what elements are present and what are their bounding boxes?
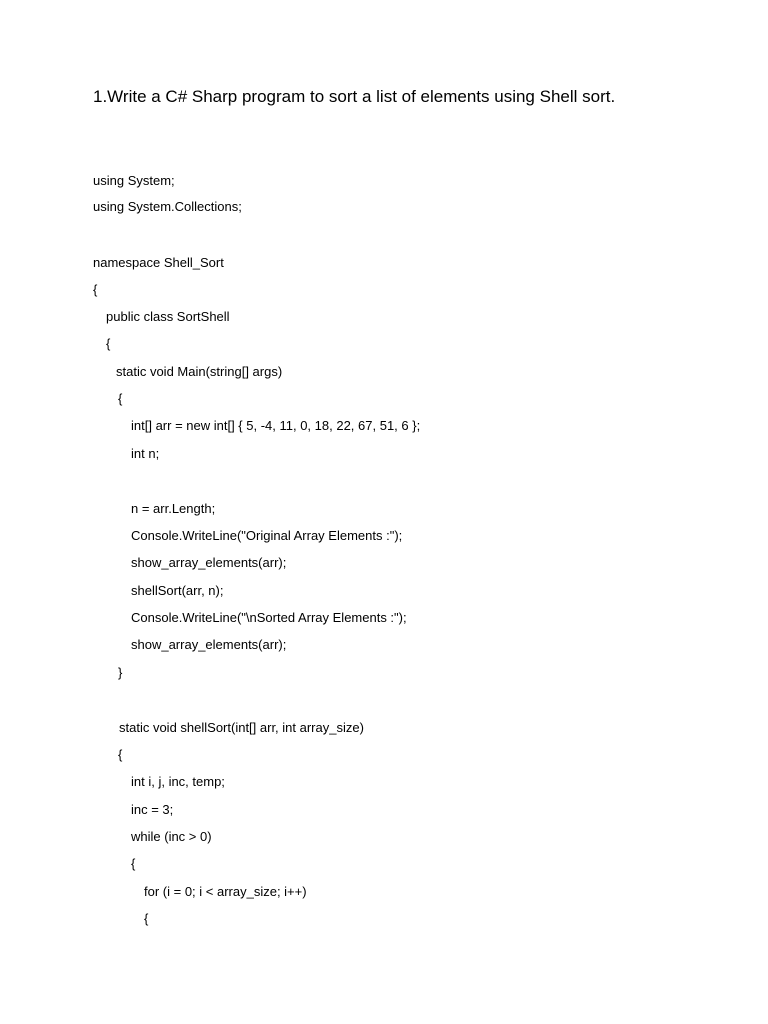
code-line: Console.WriteLine("Original Array Elements :"); — [131, 528, 403, 543]
code-line: { — [118, 747, 123, 762]
code-line: int n; — [131, 446, 160, 461]
code-line: show_array_elements(arr); — [131, 637, 287, 652]
code-line: n = arr.Length; — [131, 501, 216, 516]
code-line: using System.Collections; — [93, 199, 242, 214]
code-line: shellSort(arr, n); — [131, 583, 224, 598]
code-line: show_array_elements(arr); — [131, 555, 287, 570]
code-line: { — [106, 336, 111, 351]
code-line: { — [118, 391, 123, 406]
code-line: inc = 3; — [131, 802, 174, 817]
exercise-heading: 1.Write a C# Sharp program to sort a list of elements using Shell sort. — [93, 87, 616, 106]
code-line: { — [131, 856, 136, 871]
code-line: } — [118, 665, 123, 680]
code-line: while (inc > 0) — [131, 829, 212, 844]
code-line: static void Main(string[] args) — [116, 364, 283, 379]
code-line: public class SortShell — [106, 309, 230, 324]
code-line: { — [93, 282, 98, 297]
code-line: using System; — [93, 173, 175, 188]
code-line: static void shellSort(int[] arr, int array_size) — [119, 720, 364, 735]
code-line: { — [144, 911, 149, 926]
code-line: int i, j, inc, temp; — [131, 774, 225, 789]
code-line: namespace Shell_Sort — [93, 255, 224, 270]
code-line: Console.WriteLine("\nSorted Array Elements :"); — [131, 610, 407, 625]
code-line: int[] arr = new int[] { 5, -4, 11, 0, 18, 22, 67, 51, 6 }; — [131, 418, 421, 433]
code-line: for (i = 0; i < array_size; i++) — [144, 884, 307, 899]
